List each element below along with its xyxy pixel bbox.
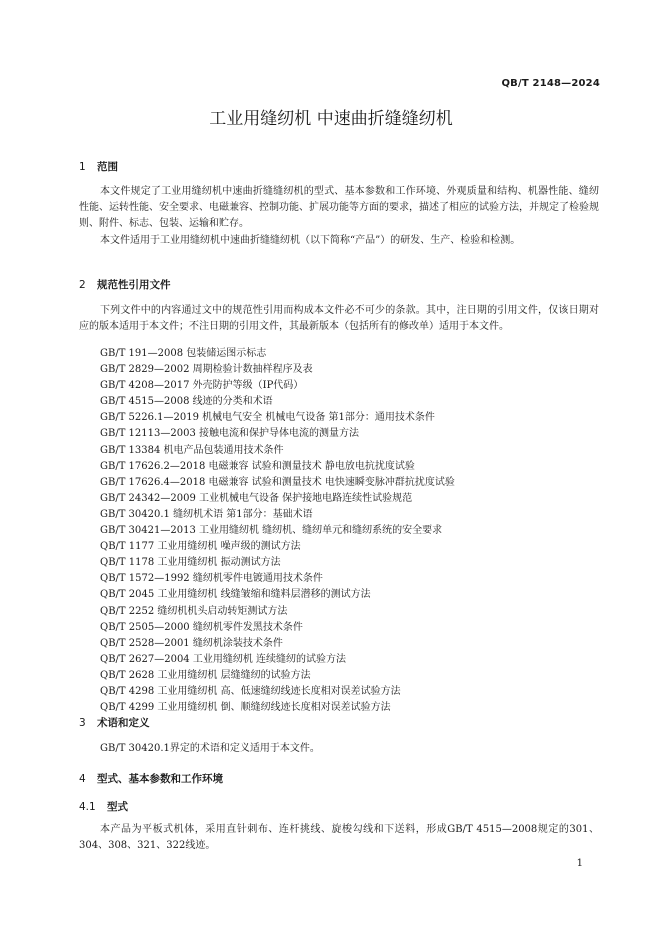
reference-item: GB/T 30421—2013 工业用缝纫机 缝纫机、缝纫单元和缝纫系统的安全要求 <box>100 525 443 537</box>
section-title: 型式、基本参数和工作环境 <box>97 773 223 785</box>
standard-number: QB/T 2148—2024 <box>501 78 600 89</box>
reference-item: QB/T 2528—2001 缝纫机涂装技术条件 <box>100 637 283 649</box>
subsection-4-1-text: 本产品为平板式机体，采用直针刺布、连杆挑线、旋梭勾线和下送料，形成GB/T 4515—2008规定的301、304、308、321、322线迹。 <box>79 824 599 851</box>
reference-item: QB/T 2628 工业用缝纫机 层缝缝纫的试验方法 <box>100 669 311 681</box>
section-3-heading <box>79 716 150 730</box>
reference-item: GB/T 24342—2009 工业机械电气设备 保护接地电路连续性试验规范 <box>100 492 413 504</box>
reference-item: QB/T 4298 工业用缝纫机 高、低速缝纫线迹长度相对误差试验方法 <box>100 685 401 697</box>
reference-item: QB/T 1177 工业用缝纫机 噪声级的测试方法 <box>100 541 301 553</box>
reference-item: GB/T 17626.4—2018 电磁兼容 试验和测量技术 电快速瞬变脉冲群抗扰度试验 <box>100 476 455 488</box>
page-number: 1 <box>576 858 583 869</box>
section-4-heading <box>79 772 223 786</box>
subsection-title: 型式 <box>107 801 128 813</box>
reference-item: GB/T 191—2008 包装储运图示标志 <box>100 348 267 359</box>
section-number: 3 <box>79 717 86 729</box>
reference-item: GB/T 17626.2—2018 电磁兼容 试验和测量技术 静电放电抗扰度试验 <box>100 460 415 472</box>
reference-item: GB/T 30420.1 缝纫机术语 第1部分：基础术语 <box>100 508 313 520</box>
section-1-paragraph-1: 本文件规定了工业用缝纫机中速曲折缝缝纫机的型式、基本参数和工作环境、外观质量和结构、机器性能、缝纫性能、运转性能、安全要求、电磁兼容、控制功能、扩展功能等方面的要求，描述了相应的试验方法，并规定了检验规则、附件、标志、包装、运输和贮存。 <box>79 186 599 229</box>
reference-list <box>100 346 455 716</box>
section-1-paragraph-2: 本文件适用于工业用缝纫机中速曲折缝缝纫机（以下简称“产品”）的研发、生产、检验和检测。 <box>100 235 521 246</box>
reference-item: GB/T 4208—2017 外壳防护等级（IP代码） <box>100 380 304 392</box>
reference-item: QB/T 2045 工业用缝纫机 线缝皱缩和缝料层潜移的测试方法 <box>100 589 371 601</box>
subsection-4-1-heading <box>79 800 128 814</box>
reference-item: GB/T 5226.1—2019 机械电气安全 机械电气设备 第1部分：通用技术条件 <box>100 412 435 424</box>
section-2-heading <box>79 278 171 292</box>
section-number: 1 <box>79 161 86 173</box>
section-number: 2 <box>79 279 86 291</box>
reference-item: QB/T 1572—1992 缝纫机零件电镀通用技术条件 <box>100 573 323 585</box>
reference-item: GB/T 2829—2002 周期检验计数抽样程序及表 <box>100 364 313 376</box>
reference-item: QB/T 4299 工业用缝纫机 倒、顺缝纫线迹长度相对误差试验方法 <box>100 702 391 714</box>
reference-item: GB/T 13384 机电产品包装通用技术条件 <box>100 444 284 456</box>
reference-item: GB/T 4515—2008 线迹的分类和术语 <box>100 396 273 408</box>
section-2-intro: 下列文件中的内容通过文中的规范性引用而构成本文件必不可少的条款。其中，注日期的引用文件，仅该日期对应的版本适用于本文件；不注日期的引用文件，其最新版本（包括所有的修改单）适用于本文件。 <box>79 305 599 332</box>
reference-item: GB/T 12113—2003 接触电流和保护导体电流的测量方法 <box>100 428 359 440</box>
section-title: 术语和定义 <box>97 717 150 729</box>
subsection-number: 4.1 <box>79 801 96 813</box>
reference-item: QB/T 1178 工业用缝纫机 振动测试方法 <box>100 557 281 569</box>
section-number: 4 <box>79 773 86 785</box>
section-1-heading <box>79 160 118 174</box>
document-title: 工业用缝纫机 中速曲折缝缝纫机 <box>209 109 453 129</box>
section-title: 规范性引用文件 <box>97 279 171 291</box>
reference-item: QB/T 2505—2000 缝纫机零件发黑技术条件 <box>100 621 303 633</box>
section-title: 范围 <box>97 161 118 173</box>
reference-item: QB/T 2252 缝纫机机头启动转矩测试方法 <box>100 605 288 617</box>
section-3-text: GB/T 30420.1界定的术语和定义适用于本文件。 <box>100 743 320 754</box>
reference-item: QB/T 2627—2004 工业用缝纫机 连续缝纫的试验方法 <box>100 653 347 665</box>
